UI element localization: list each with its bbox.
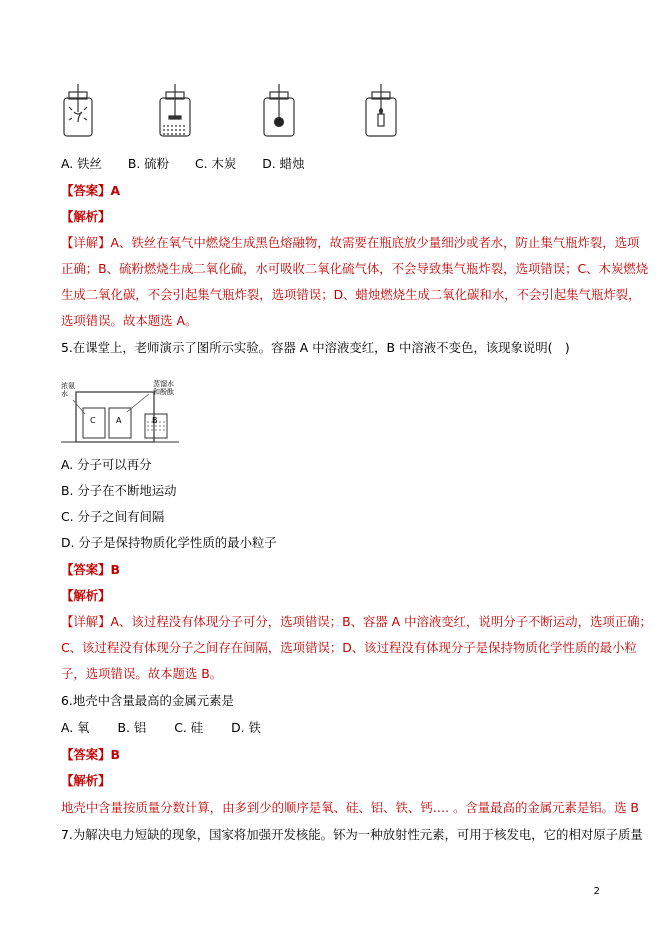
jar-candle	[366, 84, 396, 136]
q6-question: 6.地壳中含量最高的金属元素是	[61, 693, 234, 708]
q5-option-a: A. 分子可以再分	[61, 457, 152, 472]
q6-option-c: C. 硅	[174, 720, 204, 735]
q5-label-ammonia: 浓氨水	[61, 382, 75, 398]
jar-sulfur	[160, 84, 190, 136]
q4-option-d: D. 蜡烛	[262, 156, 305, 171]
q6-explanation: 地壳中含量按质量分数计算，由多到少的顺序是氧、硅、铝、铁、钙…. 。含量最高的金属元素是铝。选 B	[61, 800, 639, 815]
q5-analysis-tag: 【解析】	[61, 588, 111, 603]
q5-label-a: A	[116, 416, 122, 425]
q4-explanation-line: 【详解】A、铁丝在氧气中燃烧生成黑色熔融物，故需要在瓶底放少量细沙或者水，防止集气瓶炸裂，选项	[61, 235, 640, 250]
q6-options	[61, 720, 285, 736]
q5-label-b: B	[152, 416, 158, 425]
q6-option-d: D. 铁	[231, 720, 261, 735]
q4-explanation-line: 生成二氧化碳，不会引起集气瓶炸裂，选项错误；D、蜡烛燃烧生成二氧化碳和水，不会引起集气瓶炸裂，	[61, 287, 641, 302]
q4-analysis-tag: 【解析】	[61, 209, 111, 224]
q4-jars-figure	[60, 82, 400, 142]
jar-charcoal	[264, 84, 294, 136]
jar-iron-wire	[64, 84, 92, 136]
q4-answer: 【答案】A	[61, 183, 121, 198]
q4-explanation-line: 正确；B、硫粉燃烧生成二氧化硫，水可吸收二氧化硫气体，不会导致集气瓶炸裂，选项错误；C、木炭燃烧	[61, 261, 649, 276]
q4-options	[61, 156, 326, 172]
q4-option-a: A. 铁丝	[61, 156, 102, 171]
q5-option-b: B. 分子在不断地运动	[61, 483, 177, 498]
q5-question: 5.在课堂上，老师演示了图所示实验。容器 A 中溶液变红，B 中溶液不变色，该现象说明( )	[61, 340, 570, 355]
q5-explanation-line: 【详解】A、该过程没有体现分子可分，选项错误；B、容器 A 中溶液变红，说明分子不断运动，选项正确；	[61, 614, 652, 629]
q5-label-c: C	[90, 416, 96, 425]
q7-question: 7.为解决电力短缺的现象，国家将加强开发核能。钚为一种放射性元素，可用于核发电，它的相对原子质量	[61, 827, 643, 842]
q6-option-a: A. 氧	[61, 720, 90, 735]
q6-analysis-tag: 【解析】	[61, 773, 111, 788]
q4-option-b: B. 硫粉	[127, 156, 170, 171]
q5-explanation-line: C、该过程没有体现分子之间存在间隔，选项错误；D、该过程没有体现分子是保持物质化学性质的最小粒	[61, 640, 637, 655]
q6-answer: 【答案】B	[61, 747, 121, 762]
q5-option-d: D. 分子是保持物质化学性质的最小粒子	[61, 535, 277, 550]
q5-answer: 【答案】B	[61, 562, 121, 577]
q4-option-c: C. 木炭	[195, 156, 237, 171]
q5-option-c: C. 分子之间有间隔	[61, 509, 165, 524]
q5-label-phenolphthalein: 蒸馏水和酚酞	[153, 380, 174, 396]
q6-option-b: B. 铝	[117, 720, 147, 735]
q5-beaker-figure	[61, 378, 181, 444]
q4-explanation-line: 选项错误。故本题选 A。	[61, 313, 198, 328]
q5-explanation-line: 子，选项错误。故本题选 B。	[61, 666, 223, 681]
page-number: 2	[593, 886, 600, 897]
